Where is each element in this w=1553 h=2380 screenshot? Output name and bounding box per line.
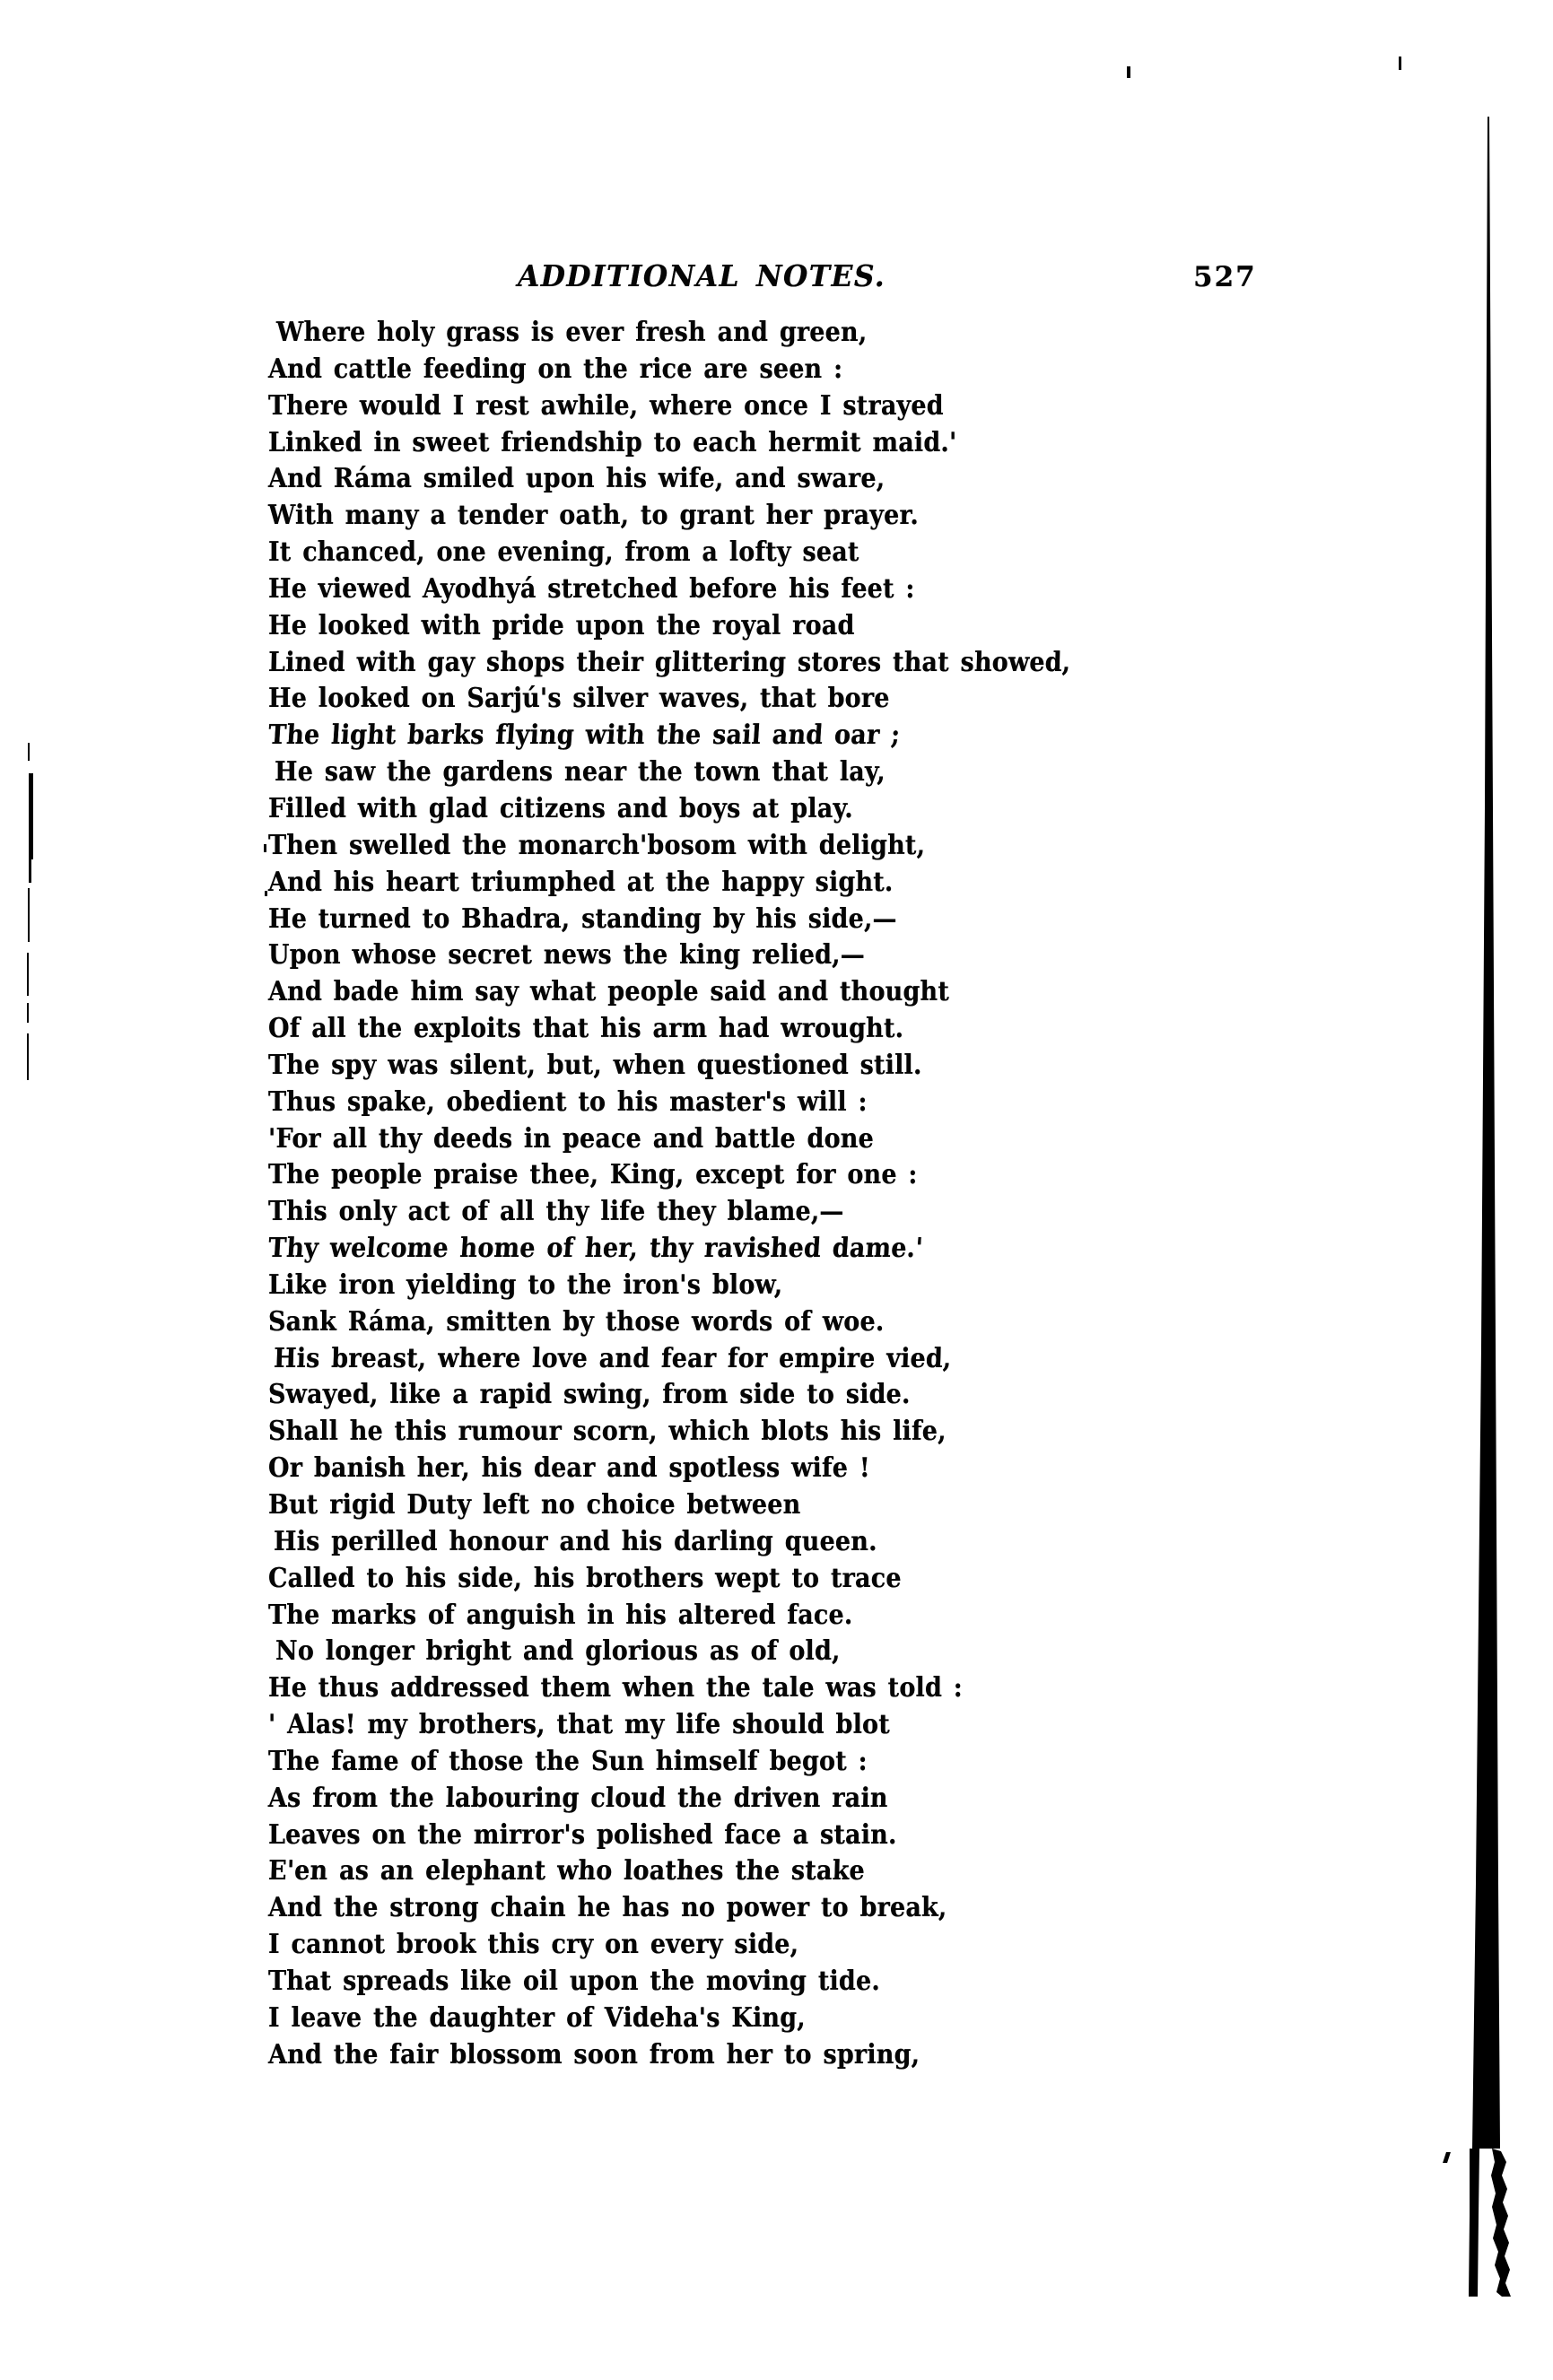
scan-speck <box>265 891 267 896</box>
poem-line: Sank Ráma, smitten by those words of woe. <box>268 1305 885 1338</box>
page-number: 527 <box>1193 261 1257 293</box>
page-header-title: ADDITIONAL NOTES. <box>518 258 886 293</box>
poem-line: He looked on Sarjú's silver waves, that bore <box>268 683 890 715</box>
poem-line: There would I rest awhile, where once I strayed <box>268 389 944 422</box>
poem-line: Of all the exploits that his arm had wrought. <box>268 1013 904 1045</box>
poem-line: Lined with gay shops their glittering stores that showed, <box>267 646 1071 678</box>
poem-line: Called to his side, his brothers wept to trace <box>268 1562 902 1594</box>
poem-line: I cannot brook this cry on every side, <box>268 1929 799 1961</box>
poem-line: That spreads like oil upon the moving tide. <box>268 1965 880 1997</box>
poem-line: The fame of those the Sun himself begot : <box>268 1745 868 1777</box>
poem-line: Then swelled the monarch'bosom with delight, <box>268 829 926 861</box>
left-edge-line-segment <box>29 859 31 883</box>
poem-line: Linked in sweet friendship to each hermit maid.' <box>268 426 957 458</box>
left-edge-line-segment <box>27 1003 29 1023</box>
poem-line: Thus spake, obedient to his master's will : <box>268 1085 868 1118</box>
left-edge-line-segment <box>29 773 33 859</box>
poem-line: And the strong chain he has no power to break, <box>268 1892 947 1924</box>
poem-line: Upon whose secret news the king relied,— <box>268 939 865 972</box>
poem-line: I leave the daughter of Videha's King, <box>268 2001 806 2034</box>
poem-line: The people praise thee, King, except for one : <box>268 1159 918 1191</box>
poem-line: ' Alas! my brothers, that my life should blot <box>268 1709 890 1741</box>
poem-line: Swayed, like a rapid swing, from side to side. <box>268 1379 911 1411</box>
poem-line: It chanced, one evening, from a lofty seat <box>268 536 859 569</box>
poem-text <box>268 315 1160 2074</box>
left-edge-line-segment <box>28 888 30 942</box>
poem-line: Like iron yielding to the iron's blow, <box>268 1268 783 1301</box>
poem-line: 'For all thy deeds in peace and battle done <box>268 1122 874 1155</box>
poem-line: His perilled honour and his darling queen. <box>274 1525 877 1557</box>
poem-line: Where holy grass is ever fresh and green, <box>276 317 868 348</box>
scan-speck-bottom <box>1443 2152 1451 2163</box>
poem-line: And bade him say what people said and thought <box>268 976 950 1008</box>
poem-line: But rigid Duty left no choice between <box>268 1489 801 1521</box>
poem-line: And his heart triumphed at the happy sight. <box>268 866 894 898</box>
poem-line: The spy was silent, but, when questioned still. <box>268 1049 922 1081</box>
poem-line: Thy welcome home of her, thy ravished dame.' <box>266 1233 924 1265</box>
poem-line: This only act of all thy life they blame,— <box>268 1196 844 1228</box>
poem-line: Or banish her, his dear and spotless wife ! <box>268 1452 870 1485</box>
poem-line: With many a tender oath, to grant her prayer. <box>268 500 919 532</box>
scan-speck-top-right <box>1399 57 1401 70</box>
poem-line: The light barks flying with the sail and oar ; <box>266 719 902 752</box>
poem-line: He viewed Ayodhyá stretched before his feet : <box>268 572 915 605</box>
poem-line: And Ráma smiled upon his wife, and sware, <box>268 463 886 495</box>
poem-line: E'en as an elephant who loathes the stake <box>267 1855 866 1887</box>
left-edge-line-segment <box>27 953 29 996</box>
left-edge-line-segment <box>28 743 30 761</box>
poem-line: No longer bright and glorious as of old, <box>275 1635 841 1668</box>
poem-line: He saw the gardens near the town that lay, <box>275 756 886 789</box>
poem-line: Filled with glad citizens and boys at play. <box>268 792 853 824</box>
poem-line: He thus addressed them when the tale was told : <box>268 1672 963 1704</box>
poem-line: Shall he this rumour scorn, which blots his life, <box>268 1416 947 1448</box>
poem-line: He looked with pride upon the royal road <box>268 609 855 641</box>
poem-line: And cattle feeding on the rice are seen : <box>268 353 843 385</box>
poem-line: His breast, where love and fear for empire vied, <box>273 1342 953 1374</box>
scan-speck <box>264 844 266 852</box>
poem-line: As from the labouring cloud the driven rain <box>267 1782 889 1814</box>
poem-line: He turned to Bhadra, standing by his side,— <box>268 902 897 935</box>
scan-speck-top-left <box>1127 66 1130 78</box>
poem-line: The marks of anguish in his altered face. <box>268 1599 853 1631</box>
left-edge-line-segment <box>27 1033 29 1080</box>
poem-line: And the fair blossom soon from her to spring, <box>268 2038 920 2071</box>
poem-line: Leaves on the mirror's polished face a stain. <box>268 1818 897 1851</box>
